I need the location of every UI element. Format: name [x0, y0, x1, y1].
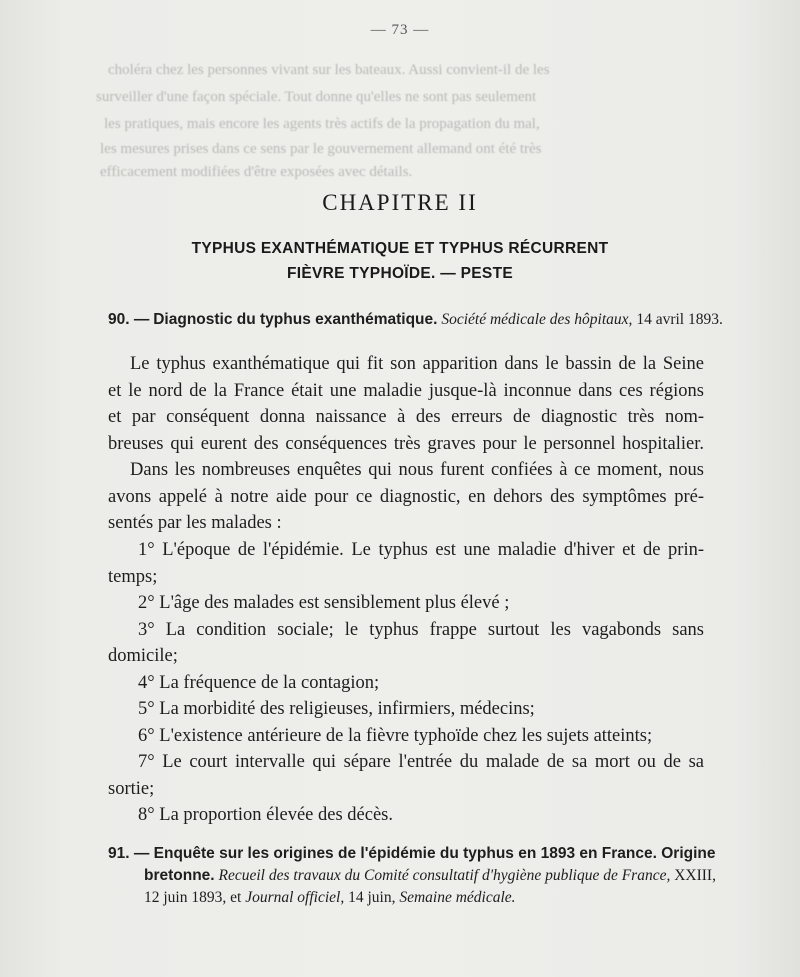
- chapter-title: CHAPITRE II: [322, 190, 478, 215]
- bleed-through-line: les mesures prises dans ce sens par le gouvernement allemand ont été très: [100, 141, 542, 157]
- page-number: — 73 —: [370, 22, 430, 38]
- list-item: 1° L'époque de l'épidémie. Le typhus est une maladie d'hiver et de prin-: [138, 540, 704, 560]
- list-item: 6° L'existence antérieure de la fièvre typhoïde chez les sujets atteints;: [138, 725, 653, 746]
- text-line: breuses qui eurent des conséquences très graves pour le personnel hospitalier.: [108, 433, 704, 454]
- text-line: avons appelé à notre aide pour ce diagnostic, en dehors des symptômes pré-: [108, 486, 704, 507]
- list-item: 4° La fréquence de la contagion;: [138, 672, 380, 693]
- entry-91-volume: XXIII,: [674, 867, 716, 884]
- entry-91-date2: 14 juin,: [348, 889, 396, 906]
- entry-number: 90. —: [108, 311, 150, 328]
- entry-91-source: Recueil des travaux du Comité consultatif d'hygiène publique de France,: [218, 867, 671, 884]
- list-item: 8° La proportion élevée des décès.: [138, 805, 393, 825]
- bleed-through-line: efficacement modifiées d'être exposées avec détails.: [100, 164, 413, 180]
- text-line: Le typhus exanthématique qui fit son apparition dans le bassin de la Seine: [130, 354, 704, 374]
- entry-91: [108, 843, 716, 909]
- list-item-continuation: sortie;: [108, 778, 155, 799]
- criteria-list: [108, 537, 704, 829]
- bleed-through-line: surveiller d'une façon spéciale. Tout donne qu'elles ne sont pas seulement: [96, 89, 537, 105]
- list-item-continuation: domicile;: [108, 646, 178, 666]
- entry-title: Diagnostic du typhus exanthématique.: [153, 311, 438, 328]
- text-line: et le nord de la France était une maladie jusque-là inconnue dans ces régions: [108, 380, 704, 401]
- entry-91-semaine: Semaine médicale.: [399, 889, 516, 906]
- bleed-through-line: choléra chez les personnes vivant sur les bateaux. Aussi convient-il de les: [108, 62, 550, 78]
- list-item: 3° La condition sociale; le typhus frappe surtout les vagabonds sans: [138, 619, 704, 640]
- entry-91-title-cont: bretonne.: [144, 867, 215, 884]
- paragraph-2: [108, 457, 704, 537]
- chapter-subtitle-line1: TYPHUS EXANTHÉMATIQUE ET TYPHUS RÉCURRENT: [191, 240, 609, 257]
- list-item: 7° Le court intervalle qui sépare l'entrée du malade de sa mort ou de sa: [138, 752, 704, 772]
- entry-source: Société médicale des hôpitaux,: [441, 311, 633, 328]
- text-line: sentés par les malades :: [108, 513, 282, 533]
- entry-91-date: 12 juin 1893, et: [144, 889, 242, 906]
- paragraph-1: [108, 351, 704, 457]
- list-item: 2° L'âge des malades est sensiblement plus élevé ;: [138, 593, 510, 613]
- text-line: et par conséquent donna naissance à des erreurs de diagnostic très nom-: [108, 407, 704, 427]
- chapter-subtitle-line2: FIÈVRE TYPHOÏDE. — PESTE: [287, 265, 513, 282]
- entry-91-journal: Journal officiel,: [245, 889, 345, 906]
- entry-date: 14 avril 1893.: [636, 311, 723, 328]
- entry-91-title: 91. — Enquête sur les origines de l'épidémie du typhus en 1893 en France. Origine: [108, 845, 716, 862]
- text-line: Dans les nombreuses enquêtes qui nous furent confiées à ce moment, nous: [130, 460, 704, 480]
- list-item: 5° La morbidité des religieuses, infirmiers, médecins;: [138, 699, 535, 719]
- entry-90-heading: [108, 311, 723, 329]
- list-item-continuation: temps;: [108, 566, 158, 587]
- bleed-through-line: les pratiques, mais encore les agents très actifs de la propagation du mal,: [104, 116, 540, 132]
